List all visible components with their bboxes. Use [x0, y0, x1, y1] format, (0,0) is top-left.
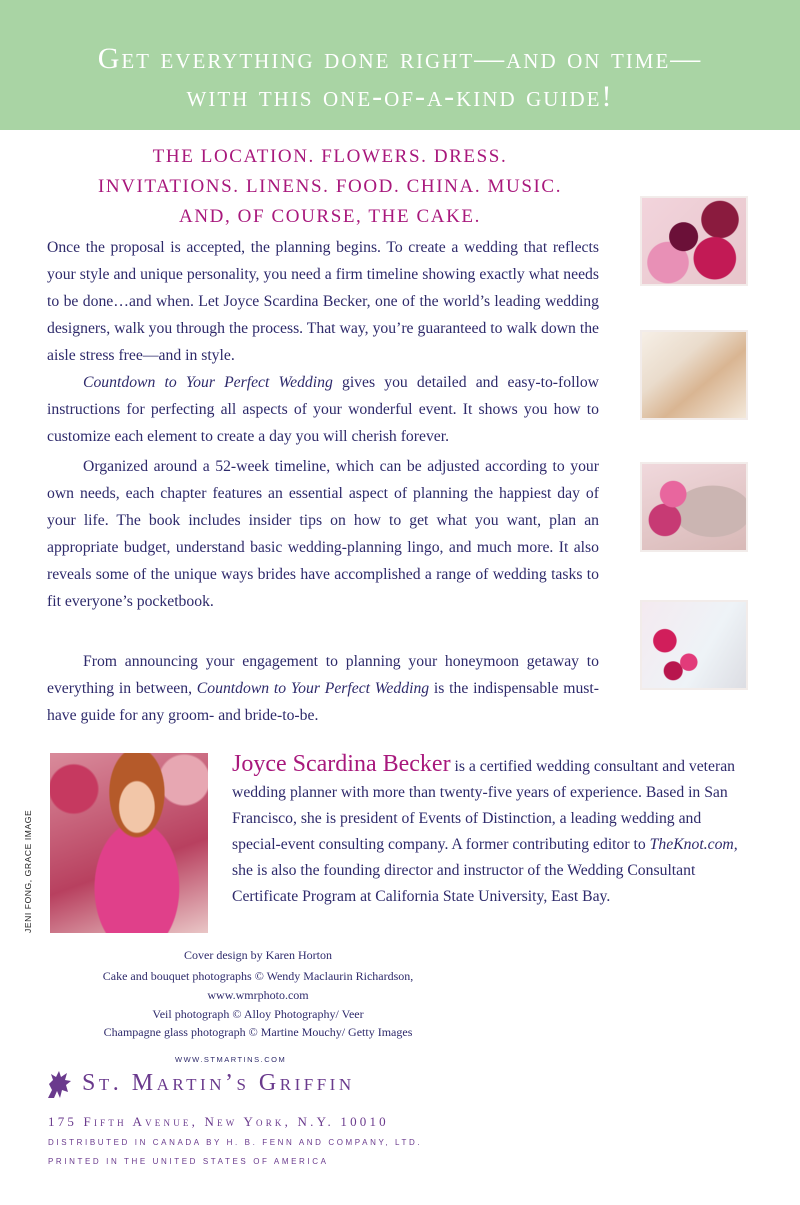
credit-cake-site: www.wmrphoto.com [207, 988, 309, 1002]
champagne-photo [640, 600, 748, 690]
credit-cake: Cake and bouquet photographs © Wendy Maclaurin Richardson, [102, 969, 414, 983]
publisher-name: St. Martin’s Griffin [82, 1070, 355, 1096]
banner-line-2: with this one-of-a-kind guide! [186, 80, 614, 113]
description-paragraph-2-text: gives you detailed and easy-to-follow instructions for perfecting all aspects of your wonderful event. It shows you how to customize each element to create a day you will cherish forever. [47, 374, 599, 445]
credit-veil: Veil photograph © Alloy Photography/ Veer [152, 1007, 364, 1021]
publisher-address: 175 Fifth Avenue, New York, N.Y. 10010 [48, 1114, 389, 1129]
griffin-icon [44, 1068, 74, 1100]
tagline-line-3: AND, OF COURSE, THE CAKE. [179, 206, 481, 227]
description-paragraph-1: Once the proposal is accepted, the planning begins. To create a wedding that reflects your style and unique personality, you need a firm timeline showing exactly what needs to be done…and when. Let Joyce Scardina Becker, one of the world’s leading wedding designers, walk you through the process. That way, you’re guaranteed to walk down the aisle stress free—and in style. [47, 239, 599, 364]
book-title: Countdown to Your Perfect Wedding [83, 374, 333, 391]
cake-photo [640, 462, 748, 552]
credit-cover: Cover design by Karen Horton [184, 948, 332, 962]
banner-line-1: Get everything done right—and on time— [97, 42, 703, 75]
author-bio-text-1: is a certified wedding consultant and veteran wedding planner with more than twenty-five years of experience. Based in San Francisco, she is president of Events of Distinction, a leading wedding and special-event consulting company. A former contributing editor to [232, 758, 736, 853]
description-paragraph-4-end: is the indispensable must-have guide for any groom- and bride-to-be. [47, 680, 599, 724]
top-banner [0, 0, 800, 130]
author-name: Joyce Scardina Becker [232, 751, 451, 777]
distribution-note: DISTRIBUTED IN CANADA BY H. B. FENN AND COMPANY, LTD. [48, 1138, 423, 1147]
description-paragraph-4-start: From announcing your engagement to planning your honeymoon getaway to everything in between, [47, 653, 599, 697]
description-paragraph-2 [47, 369, 599, 450]
author-bio-text-2: she is also the founding director and instructor of the Wedding Consultant Certificate Program at California State University, East Bay. [232, 862, 696, 905]
credit-champagne: Champagne glass photograph © Martine Mouchy/ Getty Images [103, 1025, 413, 1039]
veil-photo [640, 330, 748, 420]
printed-note: PRINTED IN THE UNITED STATES OF AMERICA [48, 1157, 329, 1166]
description-paragraph-3: Organized around a 52-week timeline, which can be adjusted according to your own needs, each chapter features an essential aspect of planning the happiest day of your life. The book includes insider tips on how to get what you want, plan an appropriate budget, understand basic wedding-planning lingo, and much more. It also reveals some of the unique ways brides have accomplished a range of wedding tasks to fit everyone’s pocketbook. [47, 458, 599, 610]
description-paragraph-4 [47, 648, 599, 729]
tagline-line-2: INVITATIONS. LINENS. FOOD. CHINA. MUSIC. [97, 176, 563, 197]
author-photo [50, 753, 208, 933]
photo-credit: JENI FONG, GRACE IMAGE [23, 809, 33, 933]
author-bio-site: TheKnot.com, [649, 836, 738, 853]
publisher-website: WWW.STMARTINS.COM [175, 1055, 287, 1064]
bouquet-photo [640, 196, 748, 286]
book-title: Countdown to Your Perfect Wedding [196, 680, 430, 697]
author-bio [232, 751, 752, 910]
tagline-line-1: THE LOCATION. FLOWERS. DRESS. [152, 146, 508, 167]
